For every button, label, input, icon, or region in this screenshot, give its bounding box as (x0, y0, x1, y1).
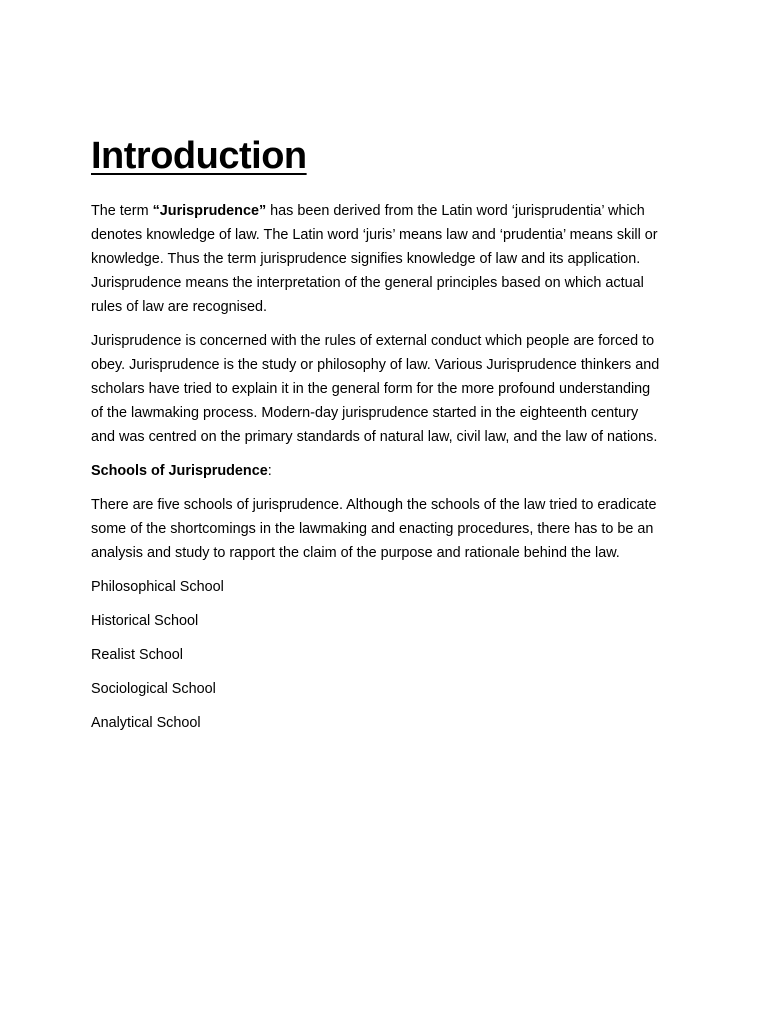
close-quote: ” (258, 203, 267, 219)
schools-heading (91, 459, 666, 483)
list-item-realist-school: Realist School (91, 647, 183, 663)
schools-heading-text: Schools of Jurisprudence (91, 463, 268, 479)
paragraph-conduct: Jurisprudence is concerned with the rules of external conduct which people are forced to obey. Jurisprudence is the study or philosophy of law. Various Jurisprudence thinkers and scholars have tried to explain it in the general form for the more profound understanding of the lawmaking process. Modern-day jurisprudence started in the eighteenth century and was centred on the primary standards of natural law, civil law, and the law of nations. (91, 333, 660, 445)
open-quote: “ (152, 203, 160, 219)
list-item-sociological-school: Sociological School (91, 681, 216, 697)
schools-heading-colon: : (267, 463, 272, 479)
para1-prefix: The term (91, 203, 153, 219)
term-jurisprudence: Jurisprudence (159, 203, 259, 219)
document-body (91, 199, 666, 745)
list-item-analytical-school: Analytical School (91, 715, 201, 731)
list-item-philosophical-school: Philosophical School (91, 579, 224, 595)
paragraph-schools-intro: There are five schools of jurisprudence. Although the schools of the law tried to eradicate some of the shortcomings in the lawmaking and enacting procedures, there has to be an analysis and study to rapport the claim of the purpose and rationale behind the law. (91, 497, 657, 561)
paragraph-definition (91, 199, 666, 319)
page-title: Introduction (91, 135, 307, 177)
list-item-historical-school: Historical School (91, 613, 199, 629)
para1-rest: has been derived from the Latin word ‘jurisprudentia’ which denotes knowledge of law. The Latin word ‘juris’ means law and ‘prudentia’ means skill or knowledge. Thus the term jurisprudence signifies knowledge of law and its application. Jurisprudence means the interpretation of the general principles based on which actual rules of law are recognised. (91, 203, 658, 315)
